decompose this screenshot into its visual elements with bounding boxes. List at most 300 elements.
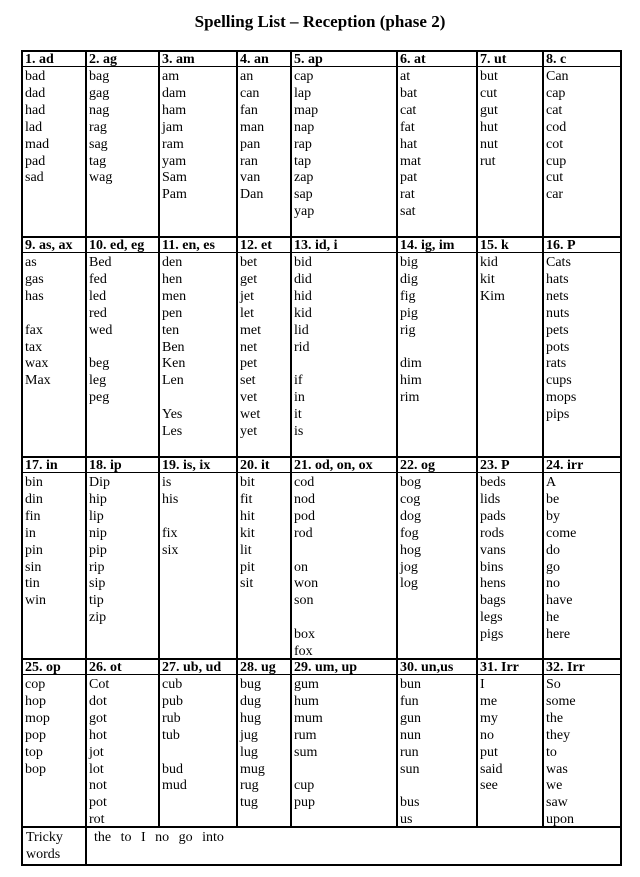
- spelling-word: jet: [240, 288, 254, 304]
- spelling-word: pup: [294, 795, 315, 811]
- spelling-word: rim: [400, 390, 420, 406]
- spelling-word: be: [546, 491, 560, 507]
- spelling-word: jog: [400, 559, 418, 575]
- spelling-word: pot: [89, 795, 107, 811]
- cell-header: 27. ub, ud: [162, 660, 222, 675]
- spelling-word: mat: [400, 153, 421, 169]
- spelling-word: cut: [480, 85, 498, 101]
- spelling-word: did: [294, 271, 312, 287]
- table-border-v: [21, 50, 23, 828]
- spelling-word: sip: [89, 576, 106, 592]
- table-border-v: [476, 50, 478, 828]
- spelling-word: legs: [480, 610, 503, 626]
- spelling-word: sad: [25, 170, 44, 186]
- spelling-word: cap: [546, 85, 566, 101]
- spelling-word: rat: [400, 187, 415, 203]
- spelling-word: den: [162, 255, 183, 270]
- spelling-word: bug: [240, 677, 261, 692]
- spelling-word: cap: [294, 69, 314, 84]
- spelling-word: upon: [546, 812, 574, 828]
- cell-header: 4. an: [240, 52, 269, 67]
- cell-header: 13. id, i: [294, 238, 338, 253]
- spelling-word: fin: [25, 508, 41, 524]
- spelling-word: I: [480, 677, 485, 692]
- spelling-word: won: [294, 576, 319, 592]
- spelling-word: Cot: [89, 677, 110, 692]
- spelling-word: saw: [546, 795, 568, 811]
- spelling-word: in: [25, 525, 36, 541]
- spelling-word: hid: [294, 288, 312, 304]
- spelling-word: lot: [89, 761, 104, 777]
- spelling-word: van: [240, 170, 261, 186]
- spelling-word: bit: [240, 475, 255, 490]
- spelling-word: Max: [25, 373, 51, 389]
- spelling-word: tug: [240, 795, 258, 811]
- spelling-word: hot: [89, 727, 107, 743]
- spelling-word: lug: [240, 744, 258, 760]
- spelling-word: sat: [400, 204, 416, 220]
- spelling-word: fig: [400, 288, 416, 304]
- cell-header: 21. od, on, ox: [294, 458, 373, 473]
- spelling-word: leg: [89, 373, 107, 389]
- spelling-word: cub: [162, 677, 183, 692]
- spelling-word: gas: [25, 271, 44, 287]
- spelling-word: hens: [480, 576, 506, 592]
- spelling-word: rip: [89, 559, 105, 575]
- page-title: Spelling List – Reception (phase 2): [194, 12, 446, 31]
- cell-header: 29. um, up: [294, 660, 358, 675]
- spelling-word: led: [89, 288, 107, 304]
- spelling-word: rods: [480, 525, 505, 541]
- spelling-word: nap: [294, 119, 315, 135]
- spelling-word: Kim: [480, 288, 505, 304]
- spelling-word: bin: [25, 475, 43, 490]
- spelling-word: gun: [400, 710, 421, 726]
- spelling-word: but: [480, 69, 498, 84]
- spelling-word: nut: [480, 136, 498, 152]
- spelling-word: gum: [294, 677, 319, 692]
- spelling-word: the: [546, 710, 564, 726]
- spelling-word: sin: [25, 559, 42, 575]
- spelling-word: wed: [89, 322, 113, 338]
- spelling-word: rot: [89, 812, 105, 828]
- spelling-word: wag: [89, 170, 113, 186]
- spelling-word: rap: [294, 136, 312, 152]
- cell-header: 11. en, es: [162, 238, 215, 253]
- table-border-v: [158, 50, 160, 828]
- spelling-word: son: [294, 593, 314, 609]
- spelling-word: dig: [400, 271, 418, 287]
- spelling-word: rub: [162, 710, 181, 726]
- table-border-v: [290, 50, 292, 828]
- spelling-word: pip: [89, 542, 107, 558]
- spelling-word: here: [546, 627, 571, 643]
- spelling-word: Can: [546, 69, 569, 84]
- spelling-word: big: [400, 255, 418, 270]
- spelling-word: is: [294, 424, 304, 439]
- spelling-word: fix: [162, 525, 178, 541]
- spelling-word: fan: [240, 102, 258, 118]
- spelling-word: man: [240, 119, 265, 135]
- spelling-word: nun: [400, 727, 421, 743]
- spelling-word: pin: [25, 542, 43, 558]
- spelling-word: nag: [89, 102, 110, 118]
- spelling-word: pigs: [480, 627, 504, 643]
- spelling-word: pots: [546, 339, 570, 355]
- cell-header: 18. ip: [89, 458, 122, 473]
- spelling-word: box: [294, 627, 315, 643]
- spelling-word: mud: [162, 778, 187, 794]
- spelling-word: beds: [480, 475, 506, 490]
- table-border-v: [396, 50, 398, 828]
- spelling-word: Cats: [546, 255, 571, 270]
- spelling-word: pets: [546, 322, 569, 338]
- cell-header: 1. ad: [25, 52, 54, 67]
- spelling-word: Len: [162, 373, 184, 389]
- spelling-word: rig: [400, 322, 416, 338]
- spelling-word: kit: [480, 271, 495, 287]
- spelling-word: lids: [480, 491, 501, 507]
- spelling-word: my: [480, 710, 498, 726]
- spelling-word: bud: [162, 761, 183, 777]
- spelling-word: bad: [25, 69, 46, 84]
- tricky-words-label: Tricky words: [26, 830, 63, 862]
- spelling-word: kid: [294, 305, 312, 321]
- spelling-word: bet: [240, 255, 258, 270]
- spelling-word: jug: [240, 727, 258, 743]
- spelling-word: let: [240, 305, 254, 321]
- spelling-word: sun: [400, 761, 420, 777]
- table-border-v: [21, 826, 23, 866]
- cell-header: 17. in: [25, 458, 58, 473]
- spelling-word: if: [294, 373, 303, 389]
- spelling-word: pan: [240, 136, 261, 152]
- spelling-word: Dip: [89, 475, 110, 490]
- spelling-word: bid: [294, 255, 312, 270]
- spelling-word: have: [546, 593, 573, 609]
- spelling-word: do: [546, 542, 560, 558]
- cell-header: 26. ot: [89, 660, 122, 675]
- spelling-word: log: [400, 576, 418, 592]
- spelling-word: hug: [240, 710, 261, 726]
- spelling-word: fax: [25, 322, 43, 338]
- spelling-word: me: [480, 693, 498, 709]
- spelling-word: vet: [240, 390, 258, 406]
- spelling-word: tip: [89, 593, 104, 609]
- spelling-word: hut: [480, 119, 498, 135]
- spelling-word: hum: [294, 693, 319, 709]
- spelling-word: pod: [294, 508, 315, 524]
- spelling-word: dim: [400, 356, 422, 372]
- spelling-word: nets: [546, 288, 569, 304]
- spelling-word: fit: [240, 491, 253, 507]
- spelling-word: hats: [546, 271, 569, 287]
- spelling-word: run: [400, 744, 419, 760]
- spelling-word: hog: [400, 542, 421, 558]
- spelling-word: gut: [480, 102, 498, 118]
- cell-header: 23. P: [480, 458, 510, 473]
- spelling-word: ten: [162, 322, 180, 338]
- cell-header: 9. as, ax: [25, 238, 73, 253]
- spelling-word: fat: [400, 119, 415, 135]
- spelling-word: has: [25, 288, 44, 304]
- spelling-word: to: [546, 744, 557, 760]
- spelling-word: pips: [546, 407, 570, 423]
- cell-header: 12. et: [240, 238, 272, 253]
- spelling-word: cot: [546, 136, 564, 152]
- cell-header: 15. k: [480, 238, 509, 253]
- cell-header: 32. Irr: [546, 660, 585, 675]
- spelling-word: pen: [162, 305, 183, 321]
- spelling-word: peg: [89, 390, 110, 406]
- spelling-word: bins: [480, 559, 504, 575]
- spelling-word: set: [240, 373, 256, 389]
- spelling-word: So: [546, 677, 561, 692]
- spelling-word: fed: [89, 271, 107, 287]
- spelling-word: wet: [240, 407, 261, 423]
- spelling-word: put: [480, 744, 498, 760]
- spelling-word: cod: [546, 119, 567, 135]
- spelling-word: yap: [294, 204, 315, 220]
- spelling-word: bus: [400, 795, 420, 811]
- spelling-word: tax: [25, 339, 43, 355]
- spelling-word: dot: [89, 693, 107, 709]
- spelling-word: bag: [89, 69, 110, 84]
- spelling-word: had: [25, 102, 46, 118]
- cell-header: 22. og: [400, 458, 435, 473]
- spelling-word: pub: [162, 693, 183, 709]
- spelling-word: pads: [480, 508, 506, 524]
- spelling-word: not: [89, 778, 107, 794]
- cell-header: 30. un,us: [400, 660, 454, 675]
- spelling-word: in: [294, 390, 305, 406]
- spelling-word: get: [240, 271, 258, 287]
- cell-header: 8. c: [546, 52, 567, 67]
- spelling-word: A: [546, 475, 557, 490]
- spelling-word: nip: [89, 525, 107, 541]
- spelling-word: fun: [400, 693, 419, 709]
- spelling-word: rut: [480, 153, 496, 169]
- spelling-word: see: [480, 778, 498, 794]
- spelling-word: hop: [25, 693, 46, 709]
- spelling-word: no: [546, 576, 560, 592]
- spelling-word: mops: [546, 390, 577, 406]
- spelling-word: his: [162, 491, 179, 507]
- spelling-word: dog: [400, 508, 421, 524]
- spelling-word: him: [400, 373, 422, 389]
- spelling-word: zip: [89, 610, 107, 626]
- spelling-word: he: [546, 610, 560, 626]
- spelling-word: it: [294, 407, 302, 423]
- spelling-word: hat: [400, 136, 418, 152]
- spelling-word: can: [240, 85, 260, 101]
- spelling-word: ham: [162, 102, 187, 118]
- cell-header: 31. Irr: [480, 660, 519, 675]
- spelling-word: tap: [294, 153, 312, 169]
- cell-header: 2. ag: [89, 52, 117, 67]
- spelling-word: car: [546, 187, 564, 203]
- spelling-word: pat: [400, 170, 418, 186]
- spelling-word: pig: [400, 305, 418, 321]
- spelling-word: bat: [400, 85, 418, 101]
- spelling-word: ran: [240, 153, 258, 169]
- spelling-word: bop: [25, 761, 46, 777]
- spelling-word: is: [162, 475, 172, 490]
- spelling-word: we: [546, 778, 563, 794]
- spelling-word: nod: [294, 491, 315, 507]
- spelling-word: gag: [89, 85, 110, 101]
- spelling-word: cod: [294, 475, 315, 490]
- cell-header: 10. ed, eg: [89, 238, 145, 253]
- spelling-word: fox: [294, 644, 313, 659]
- spelling-word: jot: [89, 744, 104, 760]
- spelling-word: by: [546, 508, 560, 524]
- spelling-word: got: [89, 710, 107, 726]
- spelling-word: dug: [240, 693, 261, 709]
- spelling-word: go: [546, 559, 560, 575]
- spelling-word: din: [25, 491, 43, 507]
- spelling-word: ram: [162, 136, 184, 152]
- spelling-word: lit: [240, 542, 252, 558]
- spelling-word: top: [25, 744, 43, 760]
- spelling-word: am: [162, 69, 180, 84]
- cell-header: 25. op: [25, 660, 61, 675]
- spelling-word: dad: [25, 85, 46, 101]
- cell-header: 5. ap: [294, 52, 323, 67]
- cell-header: 7. ut: [480, 52, 507, 67]
- spelling-word: mop: [25, 710, 50, 726]
- spelling-word: Dan: [240, 187, 264, 203]
- spelling-word: yam: [162, 153, 187, 169]
- spelling-word: net: [240, 339, 258, 355]
- cell-header: 24. irr: [546, 458, 584, 473]
- spelling-word: at: [400, 69, 411, 84]
- spelling-word: rats: [546, 356, 567, 372]
- spelling-word: yet: [240, 424, 258, 439]
- table-border-v: [85, 50, 87, 828]
- spelling-word: nuts: [546, 305, 570, 321]
- spelling-word: pad: [25, 153, 46, 169]
- spelling-word: Yes: [162, 407, 183, 423]
- spelling-word: pet: [240, 356, 258, 372]
- spelling-word: rod: [294, 525, 313, 541]
- cell-header: 20. it: [240, 458, 270, 473]
- cell-header: 6. at: [400, 52, 426, 67]
- table-border-h: [21, 826, 622, 828]
- spelling-word: hit: [240, 508, 255, 524]
- table-border-v: [236, 50, 238, 828]
- spelling-word: Ben: [162, 339, 185, 355]
- spelling-word: cup: [546, 153, 567, 169]
- spelling-word: tub: [162, 727, 180, 743]
- spelling-word: Ken: [162, 356, 186, 372]
- spelling-word: cups: [546, 373, 572, 389]
- spelling-word: red: [89, 305, 107, 321]
- table-border-v: [542, 50, 544, 828]
- spelling-word: cop: [25, 677, 46, 692]
- spelling-word: an: [240, 69, 254, 84]
- spelling-word: lip: [89, 508, 104, 524]
- spelling-word: bog: [400, 475, 421, 490]
- spelling-word: cat: [546, 102, 563, 118]
- cell-header: 19. is, ix: [162, 458, 211, 473]
- spelling-word: sag: [89, 136, 108, 152]
- cell-header: 14. ig, im: [400, 238, 455, 253]
- spelling-word: mum: [294, 710, 323, 726]
- spelling-word: on: [294, 559, 308, 575]
- spelling-word: pop: [25, 727, 46, 743]
- spelling-word: cup: [294, 778, 315, 794]
- spelling-word: cog: [400, 491, 421, 507]
- spelling-word: lap: [294, 85, 312, 101]
- table-border-v: [85, 826, 87, 866]
- spelling-word: tin: [25, 576, 40, 592]
- spelling-word: rid: [294, 339, 310, 355]
- table-border-v: [620, 826, 622, 866]
- spelling-word: us: [400, 812, 413, 828]
- spelling-word: tag: [89, 153, 107, 169]
- cell-header: 16. P: [546, 238, 576, 253]
- spelling-word: mad: [25, 136, 50, 152]
- spelling-word: cut: [546, 170, 564, 186]
- spelling-word: Sam: [162, 170, 187, 186]
- spelling-word: sap: [294, 187, 313, 203]
- spelling-word: no: [480, 727, 494, 743]
- spelling-word: dam: [162, 85, 187, 101]
- spelling-word: rag: [89, 119, 107, 135]
- spelling-word: rug: [240, 778, 259, 794]
- spelling-word: kit: [240, 525, 255, 541]
- spelling-word: win: [25, 593, 46, 609]
- spelling-word: sum: [294, 744, 318, 760]
- spelling-word: map: [294, 102, 319, 118]
- spelling-word: jam: [162, 119, 183, 135]
- tricky-words-list: the to I no go into: [94, 830, 224, 845]
- spelling-word: hip: [89, 491, 107, 507]
- spelling-word: zap: [294, 170, 314, 186]
- spelling-word: cat: [400, 102, 417, 118]
- table-border-v: [620, 50, 622, 828]
- spelling-word: vans: [480, 542, 506, 558]
- spelling-word: pit: [240, 559, 255, 575]
- spelling-word: hen: [162, 271, 183, 287]
- spelling-word: Pam: [162, 187, 187, 203]
- cell-header: 3. am: [162, 52, 195, 67]
- spelling-word: bags: [480, 593, 506, 609]
- spelling-word: six: [162, 542, 179, 558]
- spelling-word: rum: [294, 727, 317, 743]
- spelling-word: come: [546, 525, 577, 541]
- spelling-word: wax: [25, 356, 49, 372]
- spelling-word: some: [546, 693, 576, 709]
- spelling-word: they: [546, 727, 571, 743]
- spelling-word: as: [25, 255, 37, 270]
- spelling-word: men: [162, 288, 187, 304]
- spelling-word: mug: [240, 761, 265, 777]
- spelling-word: lad: [25, 119, 43, 135]
- spelling-word: Les: [162, 424, 183, 439]
- spelling-word: beg: [89, 356, 110, 372]
- spelling-word: fog: [400, 525, 419, 541]
- spelling-word: lid: [294, 322, 309, 338]
- spelling-word: bun: [400, 677, 421, 692]
- spelling-word: met: [240, 322, 261, 338]
- spelling-word: sit: [240, 576, 254, 592]
- spelling-word: said: [480, 761, 503, 777]
- cell-header: 28. ug: [240, 660, 276, 675]
- spelling-word: kid: [480, 255, 498, 270]
- spelling-word: Bed: [89, 255, 112, 270]
